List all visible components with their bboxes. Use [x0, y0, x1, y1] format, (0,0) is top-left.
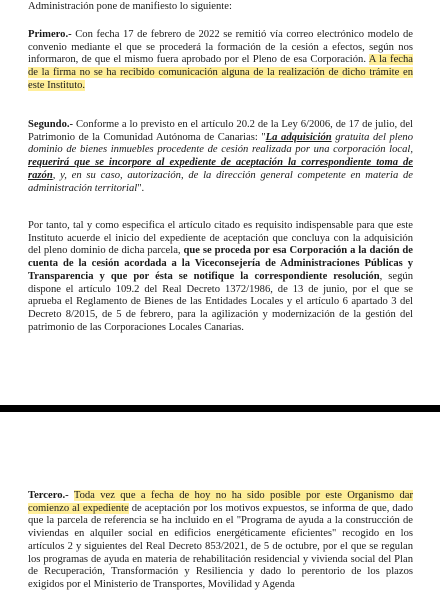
segundo-quote-3: requerirá que se incorpore al expediente de aceptación la correspondiente toma de razón [28, 157, 413, 181]
segundo-text-2: ". [137, 182, 145, 194]
paragraph-primero [28, 29, 413, 93]
portanto-bold: que se proceda por esa Corporación a la dación de cuenta de la cesión acordada a la Viceconsejería de Administraciones Públicas y Transparencia y que por ésta se notifique la correspondiente resolución [28, 245, 413, 282]
segundo-text-1: Conforme a lo previsto en el artículo 20.2 de la Ley 6/2006, de 17 de julio, del Patrimonio de la Comunidad Autónoma de Canarias: " [28, 119, 413, 143]
page-separator [0, 405, 440, 412]
paragraph-segundo [28, 119, 413, 195]
segundo-quote-4: , y, en su caso, autorización, de la dirección general competente en materia de administración territorial [28, 169, 413, 194]
primero-label: Primero.- [28, 29, 72, 40]
segundo-quote-2: gratuita del pleno dominio de bienes inmuebles procedente de cesión realizada por una corporación local, [28, 131, 414, 156]
portanto-text-1: Por tanto, tal y como especifica el artículo citado es requisito indispensable para que este Instituto acuerde el inicio del expediente de aceptación que concluya con la adquisición del pleno dominio de dicha parcela, [28, 220, 413, 257]
primero-text: Con fecha 17 de febrero de 2022 se remitió vía correo electrónico modelo de convenio mediante el que se procederá la formación de la cesión a efectos, según nos informaron, de que el mismo fuera aprobado por el Pleno de esa Corporación. [28, 29, 413, 66]
tercero-label: Tercero.- [28, 490, 69, 501]
paragraph-tercero [28, 490, 413, 592]
intro-line: Administración pone de manifiesto lo siguiente: [28, 1, 232, 12]
segundo-label: Segundo.- [28, 119, 74, 130]
segundo-quote-1: La adquisición [265, 131, 332, 143]
paragraph-por-tanto [28, 220, 413, 334]
tercero-highlight: Toda vez que a fecha de hoy no ha sido posible por este Organismo dar comienzo al expediente [28, 490, 413, 514]
document-page-2 [0, 412, 440, 600]
portanto-text-2: , según dispone el artículo 109.2 del Real Decreto 1372/1986, de 13 de junio, por el que se aprueba el Reglamento de Bienes de las Entidades Locales y el artículo 6 apartado 3 del Decreto 8/2015, de 5 de febrero, para la agilización y modernización de la gestión del patrimonio de las Corporaciones Locales Canarias. [28, 270, 413, 333]
tercero-text: de aceptación por los motivos expuestos, se informa de que, dado que la parcela de referencia se ha incluido en el "Programa de ayuda a la construcción de viviendas en alquiler social en edificios energéticamente eficientes" recogido en los artículos 2 y siguientes del Real Decreto 853/2021, de 5 de octubre, por el que se regulan los programas de ayuda en materia de rehabilitación residencial y vivienda social del Plan de Recuperación, Transformación y Resiliencia y dado lo perentorio de los plazos exigidos por el Ministerio de Transportes, Movilidad y Agenda [28, 502, 413, 590]
primero-highlight: A la fecha de la firma no se ha recibido comunicación alguna de la realización de dicho trámite en este Instituto. [28, 54, 413, 91]
